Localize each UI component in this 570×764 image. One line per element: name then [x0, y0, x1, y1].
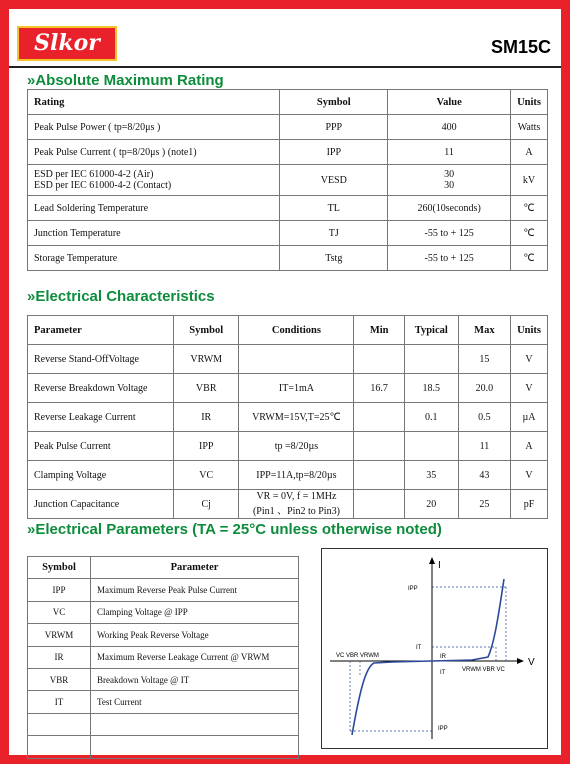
table-row	[28, 115, 548, 140]
rating-line-contact: ESD per IEC 61000-4-2 (Contact)	[34, 180, 172, 191]
cond-cell: VRWM=15V,T=25℃	[239, 403, 354, 432]
symbol-cell	[28, 713, 91, 735]
section-title-electrical: »Electrical Characteristics	[27, 288, 215, 305]
label-it-2: IT	[440, 670, 446, 676]
col-symbol: Symbol	[28, 557, 91, 579]
brand-logo: Slkor	[17, 26, 117, 61]
param-cell: Maximum Reverse Leakage Current @ VRWM	[91, 646, 299, 668]
col-units: Units	[511, 90, 548, 115]
units-cell: kV	[511, 165, 548, 196]
table-row	[28, 432, 548, 461]
i-axis-arrow	[429, 557, 435, 564]
value-cell	[388, 165, 511, 196]
value-contact: 30	[444, 180, 455, 191]
typ-cell: 35	[404, 461, 458, 490]
col-conditions: Conditions	[239, 316, 354, 345]
cond-cell: IT=1mA	[239, 374, 354, 403]
max-cell: 11	[458, 432, 510, 461]
min-cell	[354, 432, 404, 461]
col-units: Units	[511, 316, 548, 345]
table-row	[28, 736, 299, 758]
cond-line-2: (Pin1 、Pin2 to Pin3)	[252, 506, 340, 517]
label-it: IT	[416, 645, 422, 651]
table-row	[28, 345, 548, 374]
symbol-cell: VBR	[174, 374, 239, 403]
param-cell	[91, 713, 299, 735]
label-ipp-top: IPP	[408, 586, 418, 592]
rating-cell	[28, 165, 280, 196]
symbol-cell: IR	[28, 646, 91, 668]
typ-cell	[404, 432, 458, 461]
param-cell: Test Current	[91, 691, 299, 713]
table-row	[28, 624, 299, 646]
col-min: Min	[354, 316, 404, 345]
value-cell: -55 to + 125	[388, 246, 511, 271]
table-row	[28, 691, 299, 713]
table-row	[28, 140, 548, 165]
symbol-cell: VRWM	[174, 345, 239, 374]
label-right-voltages: VRWM VBR VC	[462, 667, 505, 673]
table-header-row	[28, 557, 299, 579]
symbol-cell: IT	[28, 691, 91, 713]
table-row	[28, 601, 299, 623]
param-cell: Reverse Leakage Current	[28, 403, 174, 432]
param-cell: Junction Capacitance	[28, 490, 174, 519]
abs-max-table	[27, 89, 548, 271]
label-ir: IR	[440, 654, 446, 660]
symbol-cell: VC	[174, 461, 239, 490]
units-cell: V	[511, 374, 548, 403]
min-cell	[354, 345, 404, 374]
col-max: Max	[458, 316, 510, 345]
v-axis-arrow	[517, 658, 524, 664]
units-cell: ℃	[511, 221, 548, 246]
value-cell: -55 to + 125	[388, 221, 511, 246]
table-row	[28, 579, 299, 601]
typ-cell: 20	[404, 490, 458, 519]
col-symbol: Symbol	[280, 90, 388, 115]
electrical-characteristics-table	[27, 315, 548, 519]
param-cell: Working Peak Reverse Voltage	[91, 624, 299, 646]
symbol-cell: IPP	[174, 432, 239, 461]
label-left-voltages: VC VBR VRWM	[336, 653, 379, 659]
symbol-cell: VRWM	[28, 624, 91, 646]
iv-curve-diagram	[321, 548, 548, 749]
cond-cell	[239, 345, 354, 374]
param-cell: Clamping Voltage @ IPP	[91, 601, 299, 623]
col-parameter: Parameter	[28, 316, 174, 345]
datasheet-page	[9, 9, 561, 755]
table-row	[28, 196, 548, 221]
table-row	[28, 461, 548, 490]
table-row	[28, 713, 299, 735]
table-header-row	[28, 90, 548, 115]
symbol-cell: VBR	[28, 668, 91, 690]
cond-line-1: VR = 0V, f = 1MHz	[256, 491, 337, 502]
part-number: SM15C	[490, 37, 551, 57]
max-cell: 20.0	[458, 374, 510, 403]
symbol-cell: Tstg	[280, 246, 388, 271]
units-cell: V	[511, 461, 548, 490]
units-cell: ℃	[511, 196, 548, 221]
axis-i-label: I	[438, 560, 441, 571]
min-cell: 16.7	[354, 374, 404, 403]
units-cell: A	[511, 140, 548, 165]
axis-v-label: V	[528, 657, 535, 668]
rating-cell: Peak Pulse Current ( tp=8/20μs ) (note1)	[28, 140, 280, 165]
section-title-parameters: »Electrical Parameters (TA = 25°C unless otherwise noted)	[27, 521, 442, 538]
units-cell: ℃	[511, 246, 548, 271]
units-cell: Watts	[511, 115, 548, 140]
symbol-cell: IR	[174, 403, 239, 432]
label-ipp-bottom: IPP	[438, 726, 448, 732]
col-rating: Rating	[28, 90, 280, 115]
table-row	[28, 490, 548, 519]
units-cell: A	[511, 432, 548, 461]
symbol-cell: IPP	[280, 140, 388, 165]
rating-cell: Junction Temperature	[28, 221, 280, 246]
table-row	[28, 221, 548, 246]
max-cell: 43	[458, 461, 510, 490]
param-cell: Reverse Stand-OffVoltage	[28, 345, 174, 374]
iv-curve-svg	[322, 549, 547, 748]
param-cell	[91, 736, 299, 758]
parameter-legend-table	[27, 556, 299, 759]
symbol-cell: PPP	[280, 115, 388, 140]
value-air: 30	[444, 169, 455, 180]
param-cell: Reverse Breakdown Voltage	[28, 374, 174, 403]
value-cell: 400	[388, 115, 511, 140]
param-cell: Clamping Voltage	[28, 461, 174, 490]
max-cell: 0.5	[458, 403, 510, 432]
rating-line-air: ESD per IEC 61000-4-2 (Air)	[34, 169, 154, 180]
rating-cell: Lead Soldering Temperature	[28, 196, 280, 221]
section-title-abs-max: »Absolute Maximum Rating	[27, 72, 224, 89]
table-row	[28, 165, 548, 196]
param-cell: Breakdown Voltage @ IT	[91, 668, 299, 690]
max-cell: 25	[458, 490, 510, 519]
table-row	[28, 403, 548, 432]
units-cell: µA	[511, 403, 548, 432]
header-divider	[9, 66, 561, 68]
rating-cell: Peak Pulse Power ( tp=8/20μs )	[28, 115, 280, 140]
cond-cell: IPP=11A,tp=8/20µs	[239, 461, 354, 490]
col-symbol: Symbol	[174, 316, 239, 345]
typ-cell	[404, 345, 458, 374]
col-parameter: Parameter	[91, 557, 299, 579]
table-row	[28, 668, 299, 690]
max-cell: 15	[458, 345, 510, 374]
rating-cell: Storage Temperature	[28, 246, 280, 271]
units-cell: V	[511, 345, 548, 374]
value-cell: 11	[388, 140, 511, 165]
typ-cell: 0.1	[404, 403, 458, 432]
param-cell: Peak Pulse Current	[28, 432, 174, 461]
symbol-cell: TJ	[280, 221, 388, 246]
min-cell	[354, 490, 404, 519]
col-value: Value	[388, 90, 511, 115]
min-cell	[354, 403, 404, 432]
table-row	[28, 646, 299, 668]
cond-cell: tp =8/20µs	[239, 432, 354, 461]
table-header-row	[28, 316, 548, 345]
col-typical: Typical	[404, 316, 458, 345]
symbol-cell: VC	[28, 601, 91, 623]
units-cell: pF	[511, 490, 548, 519]
typ-cell: 18.5	[404, 374, 458, 403]
symbol-cell: TL	[280, 196, 388, 221]
guide-lines	[350, 587, 506, 731]
symbol-cell: IPP	[28, 579, 91, 601]
param-cell: Maximum Reverse Peak Pulse Current	[91, 579, 299, 601]
symbol-cell: Cj	[174, 490, 239, 519]
symbol-cell	[28, 736, 91, 758]
value-cell: 260(10seconds)	[388, 196, 511, 221]
cond-cell	[239, 490, 354, 519]
symbol-cell: VESD	[280, 165, 388, 196]
table-row	[28, 374, 548, 403]
table-row	[28, 246, 548, 271]
min-cell	[354, 461, 404, 490]
